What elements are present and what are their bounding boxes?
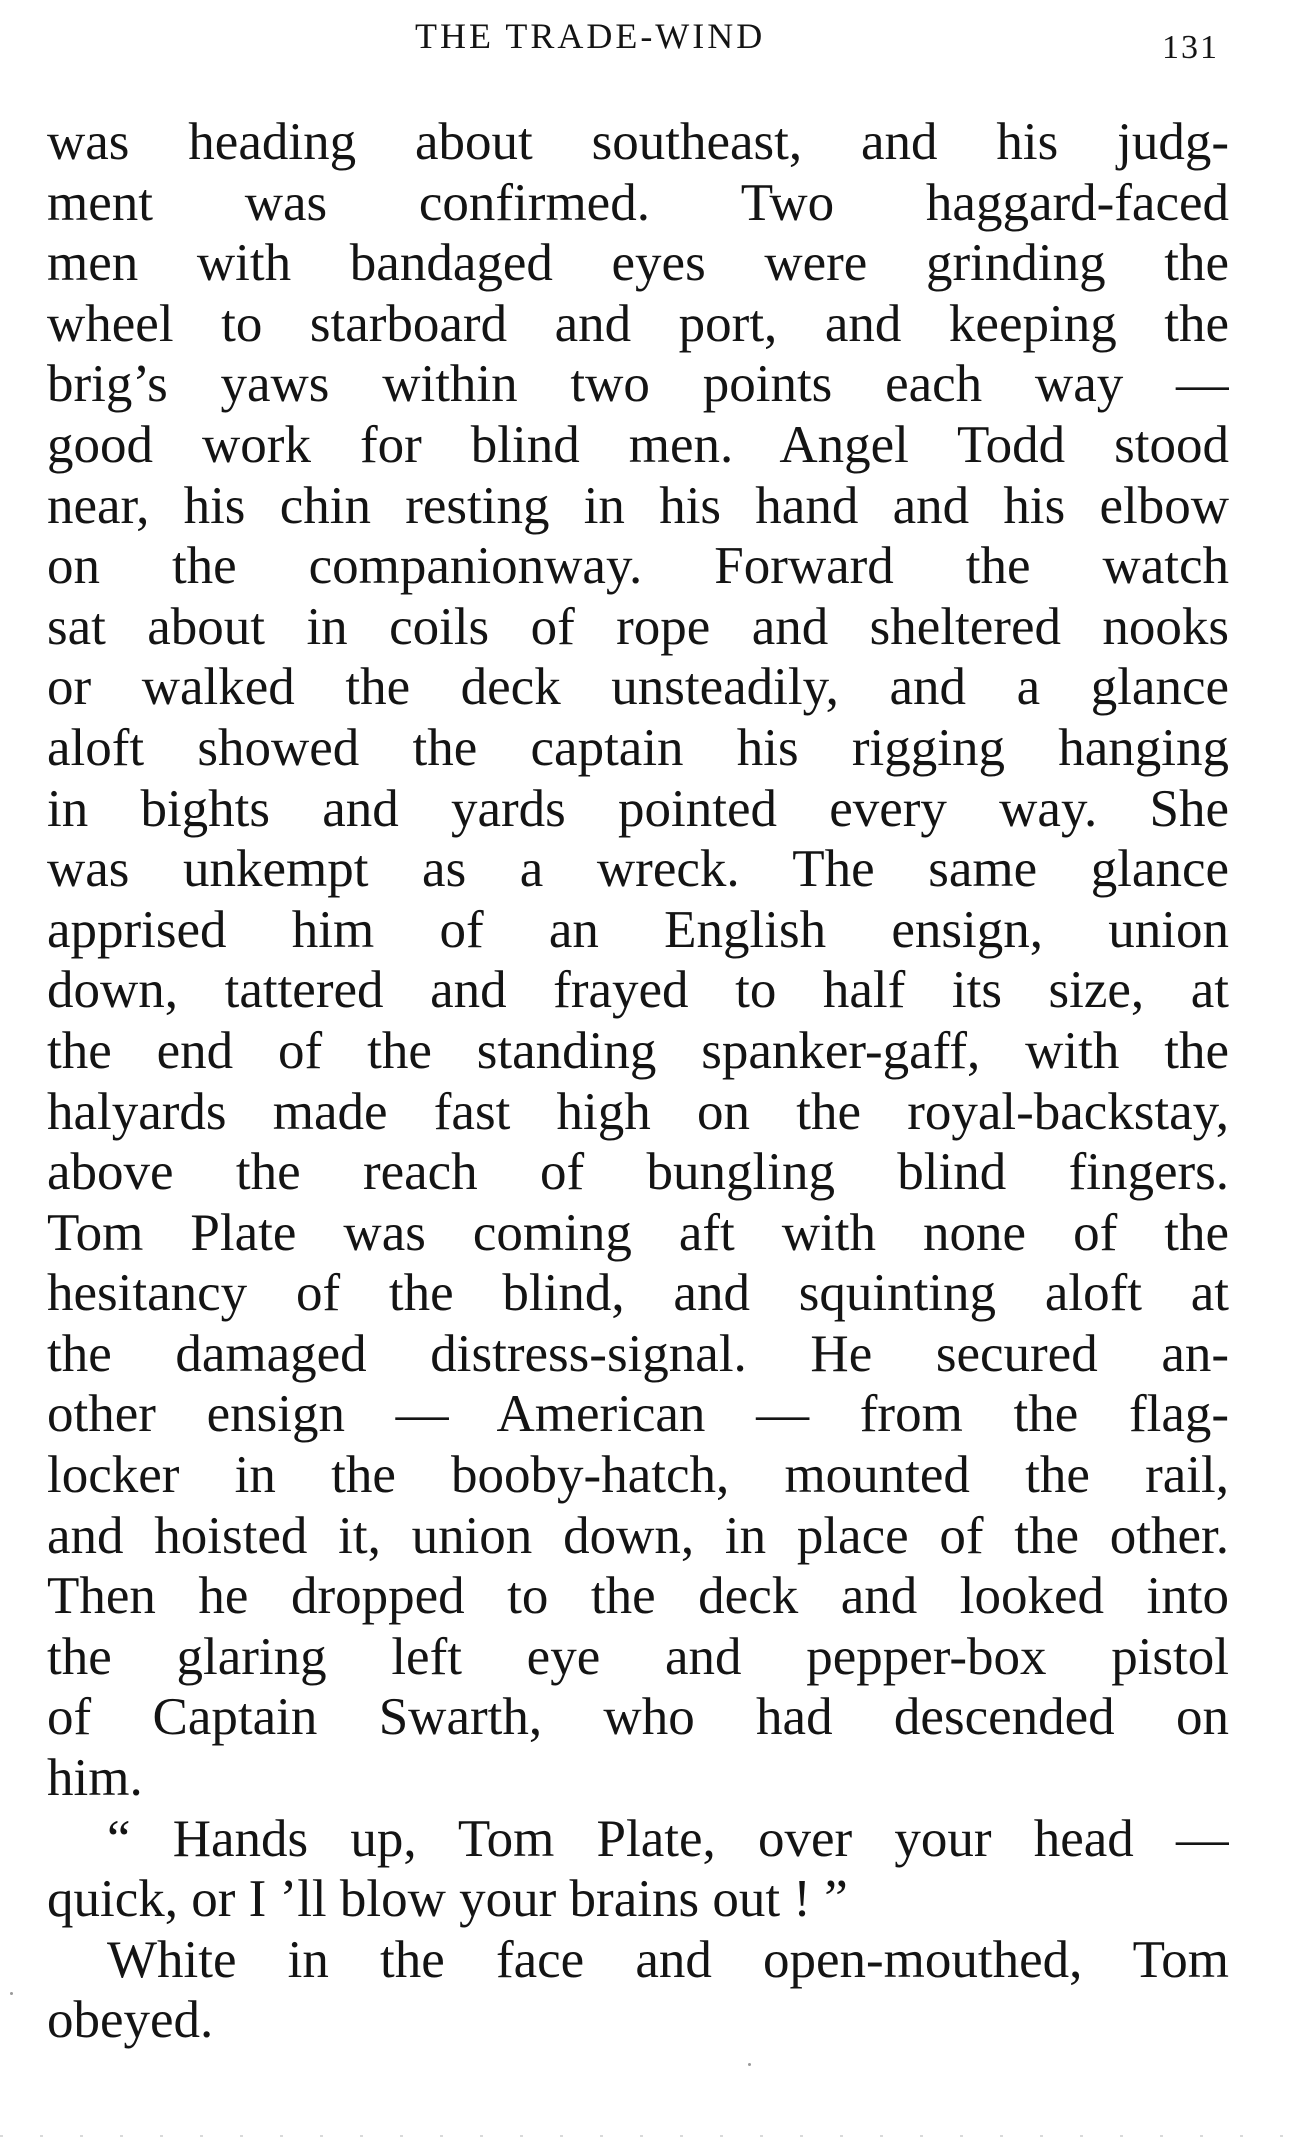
text-line: brig’s yaws within two points each way — (47, 355, 1229, 414)
body-text (47, 112, 1229, 2051)
text-line: White in the face and open-mouthed, Tom (107, 1930, 1229, 1989)
text-line: obeyed. (47, 1991, 214, 2050)
paragraph (47, 1930, 1229, 2051)
text-line: locker in the booby-hatch, mounted the rail, (47, 1446, 1229, 1505)
text-line: apprised him of an English ensign, union (47, 900, 1229, 959)
running-title: THE TRADE-WIND (415, 16, 766, 56)
text-line: “ Hands up, Tom Plate, over your head — (107, 1809, 1229, 1868)
text-line: the damaged distress-signal. He secured an- (47, 1324, 1229, 1383)
text-line: quick, or I ’ll blow your brains out ! ” (47, 1870, 848, 1929)
text-line: down, tattered and frayed to half its size, at (47, 961, 1229, 1020)
text-line: on the companionway. Forward the watch (47, 537, 1229, 596)
text-line: Then he dropped to the deck and looked into (47, 1567, 1229, 1626)
paragraph (47, 1809, 1229, 1930)
text-line: aloft showed the captain his rigging hanging (47, 718, 1229, 777)
text-line: was heading about southeast, and his judg- (47, 113, 1229, 171)
text-line: sat about in coils of rope and sheltered nooks (47, 597, 1229, 656)
text-line: of Captain Swarth, who had descended on (47, 1688, 1229, 1747)
page-bottom-edge (0, 2135, 1293, 2137)
text-line: halyards made fast high on the royal-backstay, (47, 1082, 1229, 1141)
text-line: men with bandaged eyes were grinding the (47, 234, 1229, 293)
text-line: the glaring left eye and pepper-box pistol (47, 1627, 1229, 1686)
text-line: the end of the standing spanker-gaff, with the (47, 1021, 1229, 1080)
text-line: Tom Plate was coming aft with none of the (47, 1203, 1229, 1262)
running-header (0, 14, 1293, 66)
text-line: was unkempt as a wreck. The same glance (47, 840, 1229, 899)
text-line: ment was confirmed. Two haggard-faced (47, 173, 1229, 232)
text-line: good work for blind men. Angel Todd stood (47, 415, 1229, 474)
text-line: him. (47, 1749, 143, 1808)
paragraph (47, 112, 1229, 1809)
text-line: hesitancy of the blind, and squinting aloft at (47, 1264, 1229, 1323)
text-line: and hoisted it, union down, in place of the other. (47, 1506, 1229, 1565)
paper-speck (10, 1992, 13, 1995)
text-line: or walked the deck unsteadily, and a glance (47, 658, 1229, 717)
text-line: in bights and yards pointed every way. She (47, 779, 1229, 838)
paper-speck (748, 2063, 751, 2066)
text-line: other ensign — American — from the flag- (47, 1385, 1229, 1444)
text-line: wheel to starboard and port, and keeping the (47, 294, 1229, 353)
text-line: near, his chin resting in his hand and his elbow (47, 476, 1229, 535)
text-line: above the reach of bungling blind fingers. (47, 1143, 1229, 1202)
page-number: 131 (1162, 29, 1219, 66)
